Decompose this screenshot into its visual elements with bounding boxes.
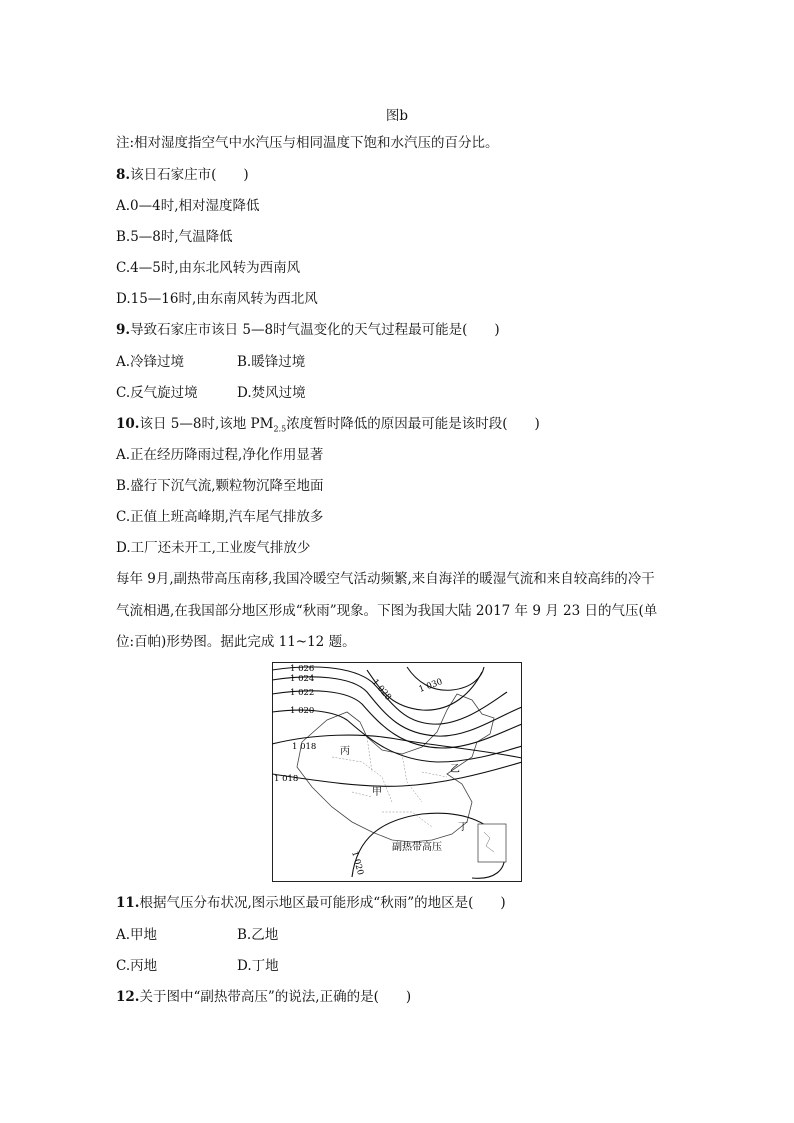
question-12-number: 12. xyxy=(116,989,140,1005)
question-11-stem: 根据气压分布状况,图示地区最可能形成“秋雨”的地区是( ) xyxy=(139,895,506,911)
isobar-label: 1 022 xyxy=(290,688,315,698)
question-10 xyxy=(116,415,540,439)
figure-caption: 图b xyxy=(385,108,409,124)
pressure-map xyxy=(272,662,522,882)
question-12 xyxy=(116,988,411,1006)
q9-option-b: B.暖锋过境 xyxy=(237,354,306,370)
place-ding: 丁 xyxy=(458,822,468,833)
note-text: 注:相对湿度指空气中水汽压与相同温度下饱和水汽压的百分比。 xyxy=(116,135,499,151)
q8-option-c: C.4—5时,由东北风转为西南风 xyxy=(116,260,301,276)
question-10-subscript: 2.5 xyxy=(273,424,287,434)
q10-option-a: A.正在经历降雨过程,净化作用显著 xyxy=(116,447,324,463)
q11-option-d: D.丁地 xyxy=(237,958,279,974)
question-11 xyxy=(116,894,506,912)
q11-option-a: A.甲地 xyxy=(116,927,158,943)
question-10-stem-a: 该日 5—8时,该地 PM xyxy=(139,416,274,432)
passage-line-1: 每年 9月,副热带高压南移,我国冷暖空气活动频繁,来自海洋的暖湿气流和来自较高纬的冷干 xyxy=(116,571,655,587)
question-9-number: 9. xyxy=(116,322,131,338)
passage-line-3: 位:百帕)形势图。据此完成 11~12 题。 xyxy=(116,634,356,650)
q8-option-a: A.0—4时,相对湿度降低 xyxy=(116,198,260,214)
q11-option-b: B.乙地 xyxy=(237,927,279,943)
q9-option-c: C.反气旋过境 xyxy=(116,385,198,401)
question-9 xyxy=(116,321,500,339)
q10-option-d: D.工厂还未开工,工业废气排放少 xyxy=(116,540,311,556)
isobar-label: 1 018 xyxy=(292,742,317,752)
isobar-label: 1 018 xyxy=(274,774,299,784)
isobar-label: 1 030 xyxy=(417,677,444,695)
q9-option-a: A.冷锋过境 xyxy=(116,354,185,370)
isobar-label: 1 028 xyxy=(369,677,394,703)
q8-option-d: D.15—16时,由东南风转为西北风 xyxy=(116,291,318,307)
q10-option-c: C.正值上班高峰期,汽车尾气排放多 xyxy=(116,509,324,525)
q9-option-d: D.焚风过境 xyxy=(237,385,306,401)
question-8-number: 8. xyxy=(116,167,131,183)
q10-option-b: B.盛行下沉气流,颗粒物沉降至地面 xyxy=(116,478,324,494)
question-10-stem-b: 浓度暂时降低的原因最可能是该时段( ) xyxy=(286,416,540,432)
q8-option-b: B.5—8时,气温降低 xyxy=(116,229,233,245)
q11-option-c: C.丙地 xyxy=(116,958,158,974)
isobar-label: 1 020 xyxy=(290,706,315,716)
question-8-stem: 该日石家庄市( ) xyxy=(130,167,249,183)
question-10-number: 10. xyxy=(116,416,140,432)
place-bing: 丙 xyxy=(340,746,350,757)
question-8 xyxy=(116,166,249,184)
subtropical-high-label: 副热带高压 xyxy=(392,842,442,853)
passage-line-2: 气流相遇,在我国部分地区形成“秋雨”现象。下图为我国大陆 2017 年 9 月 23 日的气压(单 xyxy=(116,603,658,619)
isobar-label: 1 024 xyxy=(290,674,315,684)
south-china-sea-inset xyxy=(478,824,506,862)
place-jia: 甲 xyxy=(372,787,382,798)
isobar-label: 1 026 xyxy=(290,664,315,674)
question-11-number: 11. xyxy=(116,895,140,911)
question-12-stem: 关于图中“副热带高压”的说法,正确的是( ) xyxy=(139,989,412,1005)
question-9-stem: 导致石家庄市该日 5—8时气温变化的天气过程最可能是( ) xyxy=(130,322,500,338)
isobar-label: 1 020 xyxy=(349,850,366,877)
place-yi: 乙 xyxy=(450,764,460,775)
